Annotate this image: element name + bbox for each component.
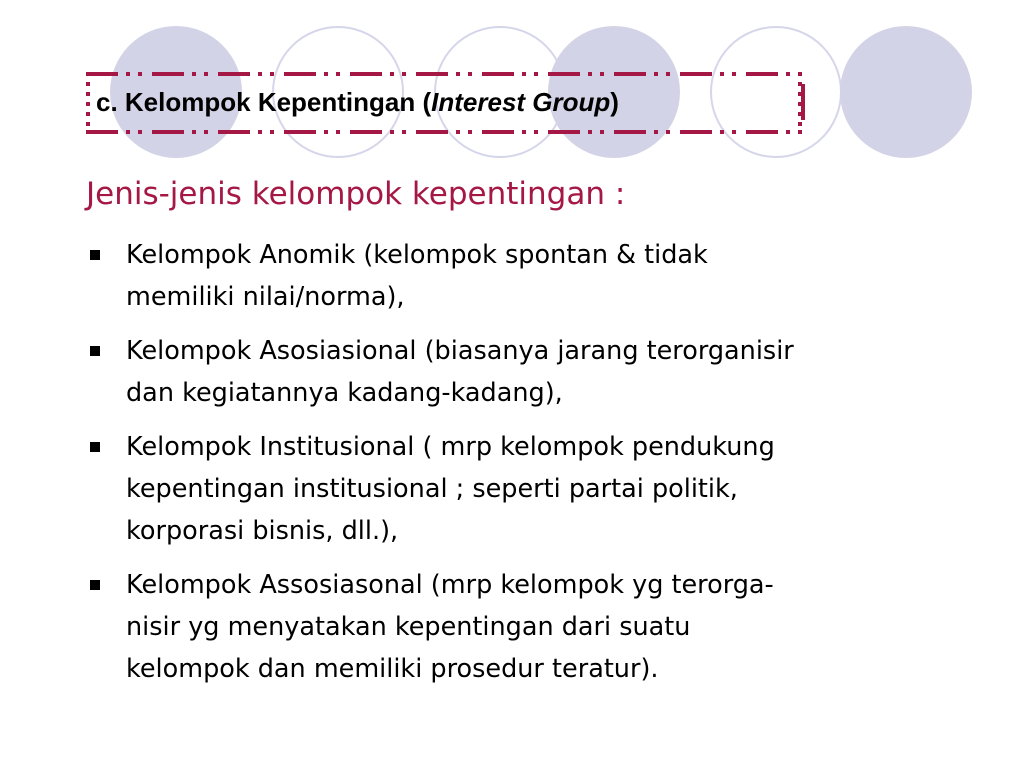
bullet-line: Kelompok Anomik (kelompok spontan & tidak bbox=[126, 240, 708, 270]
bullet-list bbox=[86, 234, 986, 702]
bullet-line: memiliki nilai/norma), bbox=[126, 282, 405, 312]
square-bullet-icon bbox=[90, 250, 100, 260]
bullet-line: Kelompok Asosiasional (biasanya jarang terorganisir bbox=[126, 336, 794, 366]
bullet-line: Kelompok Assosiasonal (mrp kelompok yg terorga- bbox=[126, 570, 774, 600]
square-bullet-icon bbox=[90, 442, 100, 452]
decorative-circle-filled bbox=[840, 26, 972, 158]
bullet-item bbox=[86, 564, 986, 690]
slide-title-suffix: ) bbox=[610, 87, 619, 117]
bullet-item bbox=[86, 234, 986, 318]
bullet-item bbox=[86, 330, 986, 414]
square-bullet-icon bbox=[90, 580, 100, 590]
title-accent-bar bbox=[801, 84, 805, 120]
title-frame-left-border bbox=[86, 72, 90, 134]
bullet-line: kelompok dan memiliki prosedur teratur). bbox=[126, 654, 659, 684]
slide-title-prefix: c. Kelompok Kepentingan ( bbox=[96, 87, 432, 117]
square-bullet-icon bbox=[90, 346, 100, 356]
bullet-line: dan kegiatannya kadang-kadang), bbox=[126, 378, 563, 408]
bullet-item bbox=[86, 426, 986, 552]
subheading: Jenis-jenis kelompok kepentingan : bbox=[86, 176, 626, 212]
bullet-line: korporasi bisnis, dll.), bbox=[126, 516, 399, 546]
bullet-line: kepentingan institusional ; seperti partai politik, bbox=[126, 474, 738, 504]
title-frame-top-border bbox=[86, 72, 802, 76]
title-frame-bottom-border bbox=[86, 130, 802, 134]
bullet-line: Kelompok Institusional ( mrp kelompok pendukung bbox=[126, 432, 775, 462]
slide-title bbox=[96, 84, 619, 120]
bullet-line: nisir yg menyatakan kepentingan dari suatu bbox=[126, 612, 691, 642]
slide-title-italic: Interest Group bbox=[431, 87, 611, 117]
